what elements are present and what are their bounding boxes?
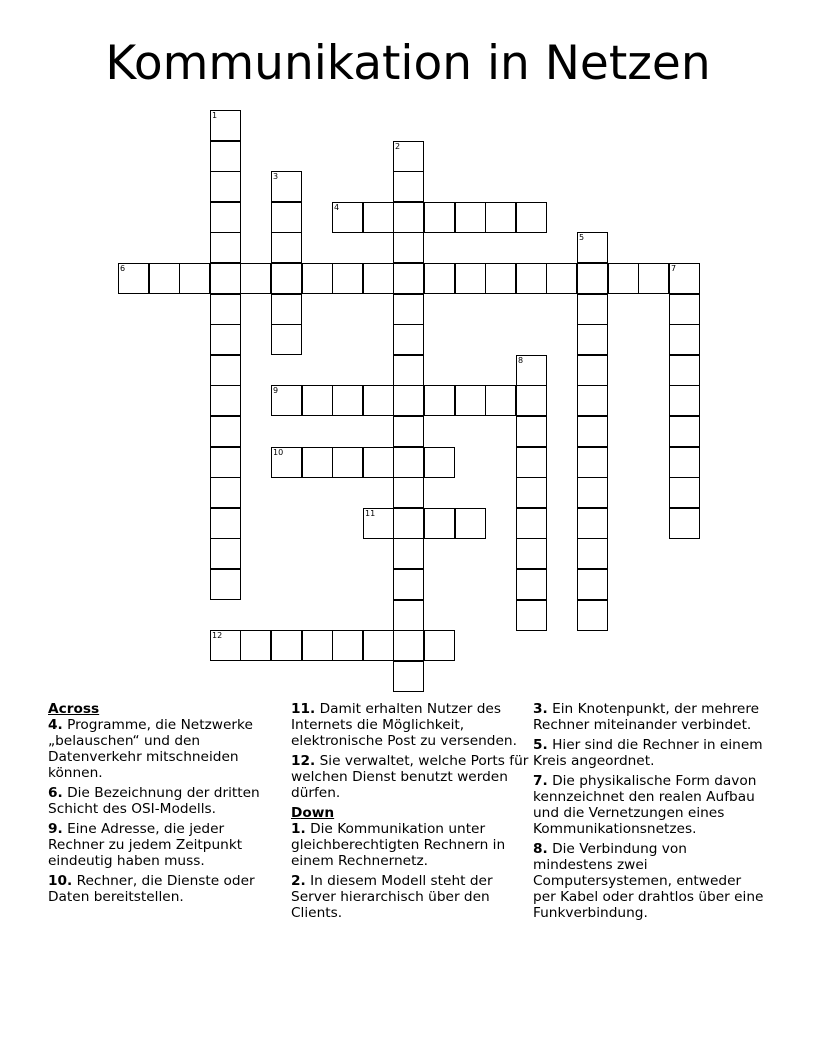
grid-cell[interactable]	[240, 630, 271, 661]
grid-cell[interactable]	[455, 263, 486, 294]
grid-cell[interactable]	[577, 600, 608, 631]
grid-cell[interactable]	[271, 324, 302, 355]
grid-cell[interactable]	[577, 355, 608, 386]
grid-cell[interactable]	[424, 508, 455, 539]
grid-cell[interactable]	[424, 202, 455, 233]
clue-down-7: 7. Die physikalische Form davon kennzeichnet den realen Aufbau und die Vernetzungen eines Kommunikationsnetzes.	[533, 773, 757, 837]
grid-cell[interactable]	[363, 202, 394, 233]
grid-cell[interactable]	[210, 263, 241, 294]
grid-cell[interactable]	[393, 538, 424, 569]
cell-number: 5	[579, 233, 585, 242]
grid-cell[interactable]	[210, 416, 241, 447]
grid-cell[interactable]	[363, 263, 394, 294]
clue-down-3: 3. Ein Knotenpunkt, der mehrere Rechner miteinander verbindet.	[533, 701, 760, 733]
grid-cell[interactable]	[577, 263, 608, 294]
grid-cell[interactable]	[577, 416, 608, 447]
clue-down-2: 2. In diesem Modell steht der Server hierarchisch über den Clients.	[291, 873, 493, 921]
grid-cell[interactable]	[302, 447, 333, 478]
grid-cell[interactable]	[669, 263, 700, 294]
clue-across-11: 11. Damit erhalten Nutzer des Internets die Möglichkeit, elektronische Post zu versenden.	[291, 701, 517, 749]
grid-cell[interactable]	[393, 416, 424, 447]
grid-cell[interactable]	[577, 477, 608, 508]
grid-cell[interactable]	[485, 385, 516, 416]
clues-column-2	[291, 701, 529, 925]
grid-cell[interactable]	[393, 263, 424, 294]
grid-cell[interactable]	[332, 447, 363, 478]
grid-cell[interactable]	[669, 385, 700, 416]
clue-across-6: 6. Die Bezeichnung der dritten Schicht des OSI-Modells.	[48, 785, 260, 817]
grid-cell[interactable]	[455, 385, 486, 416]
grid-cell[interactable]	[210, 569, 241, 600]
grid-cell[interactable]	[271, 171, 302, 202]
grid-cell[interactable]	[210, 508, 241, 539]
grid-cell[interactable]	[577, 232, 608, 263]
grid-cell[interactable]	[393, 661, 424, 692]
grid-cell[interactable]	[516, 600, 547, 631]
cell-number: 11	[365, 509, 376, 518]
grid-cell[interactable]	[577, 569, 608, 600]
clue-across-12: 12. Sie verwaltet, welche Ports für welchen Dienst benutzt werden dürfen.	[291, 753, 529, 801]
grid-cell[interactable]	[363, 630, 394, 661]
grid-cell[interactable]	[271, 385, 302, 416]
grid-cell[interactable]	[332, 385, 363, 416]
grid-cell[interactable]	[516, 569, 547, 600]
grid-cell[interactable]	[210, 324, 241, 355]
grid-cell[interactable]	[393, 477, 424, 508]
grid-cell[interactable]	[638, 263, 669, 294]
grid-cell[interactable]	[516, 263, 547, 294]
grid-cell[interactable]	[669, 508, 700, 539]
grid-cell[interactable]	[210, 294, 241, 325]
grid-cell[interactable]	[271, 447, 302, 478]
grid-cell[interactable]	[577, 508, 608, 539]
grid-cell[interactable]	[210, 232, 241, 263]
grid-cell[interactable]	[210, 477, 241, 508]
grid-cell[interactable]	[393, 294, 424, 325]
grid-cell[interactable]	[393, 447, 424, 478]
grid-cell[interactable]	[455, 508, 486, 539]
grid-cell[interactable]	[302, 385, 333, 416]
clue-down-5: 5. Hier sind die Rechner in einem Kreis angeordnet.	[533, 737, 763, 769]
grid-cell[interactable]	[516, 508, 547, 539]
grid-cell[interactable]	[516, 416, 547, 447]
grid-cell[interactable]	[210, 447, 241, 478]
grid-cell[interactable]	[393, 202, 424, 233]
grid-cell[interactable]	[210, 355, 241, 386]
grid-cell[interactable]	[240, 263, 271, 294]
grid-cell[interactable]	[393, 630, 424, 661]
grid-cell[interactable]	[424, 263, 455, 294]
grid-cell[interactable]	[210, 141, 241, 172]
grid-cell[interactable]	[546, 263, 577, 294]
clues-column-1	[48, 701, 280, 909]
grid-cell[interactable]	[332, 630, 363, 661]
across-heading: Across	[48, 701, 100, 717]
grid-cell[interactable]	[669, 355, 700, 386]
grid-cell[interactable]	[393, 171, 424, 202]
grid-cell[interactable]	[393, 508, 424, 539]
grid-cell[interactable]	[669, 324, 700, 355]
grid-cell[interactable]	[271, 630, 302, 661]
grid-cell[interactable]	[332, 202, 363, 233]
grid-cell[interactable]	[210, 110, 241, 141]
grid-cell[interactable]	[302, 263, 333, 294]
cell-number: 4	[334, 203, 340, 212]
grid-cell[interactable]	[455, 202, 486, 233]
grid-cell[interactable]	[302, 630, 333, 661]
grid-cell[interactable]	[210, 385, 241, 416]
grid-cell[interactable]	[179, 263, 210, 294]
grid-cell[interactable]	[669, 447, 700, 478]
clue-across-10: 10. Rechner, die Dienste oder Daten bereitstellen.	[48, 873, 255, 905]
grid-cell[interactable]	[393, 569, 424, 600]
grid-cell[interactable]	[424, 447, 455, 478]
grid-cell[interactable]	[363, 447, 394, 478]
grid-cell[interactable]	[271, 263, 302, 294]
cell-number: 1	[212, 111, 218, 120]
grid-cell[interactable]	[577, 538, 608, 569]
grid-cell[interactable]	[516, 385, 547, 416]
clue-down-8: 8. Die Verbindung von mindestens zwei Computersystemen, entweder per Kabel oder drahtlos über eine Funkverbindung.	[533, 841, 764, 921]
grid-cell[interactable]	[516, 355, 547, 386]
clue-down-1: 1. Die Kommunikation unter gleichberechtigten Rechnern in einem Rechnernetz.	[291, 821, 506, 869]
grid-cell[interactable]	[577, 324, 608, 355]
grid-cell[interactable]	[516, 447, 547, 478]
cell-number: 2	[395, 142, 401, 151]
cell-number: 9	[273, 386, 279, 395]
cell-number: 7	[671, 264, 677, 273]
grid-cell[interactable]	[516, 538, 547, 569]
grid-cell[interactable]	[332, 263, 363, 294]
grid-cell[interactable]	[210, 538, 241, 569]
grid-cell[interactable]	[424, 385, 455, 416]
grid-cell[interactable]	[363, 385, 394, 416]
grid-cell[interactable]	[210, 202, 241, 233]
grid-cell[interactable]	[608, 263, 639, 294]
clue-across-4: 4. Programme, die Netzwerke „belauschen“ und den Datenverkehr mitschneiden können.	[48, 717, 253, 781]
grid-cell[interactable]	[577, 447, 608, 478]
clues-column-3	[533, 701, 768, 925]
grid-cell[interactable]	[485, 263, 516, 294]
grid-cell[interactable]	[210, 171, 241, 202]
cell-number: 12	[212, 631, 223, 640]
grid-cell[interactable]	[271, 202, 302, 233]
down-heading: Down	[291, 805, 335, 821]
grid-cell[interactable]	[271, 232, 302, 263]
cell-number: 3	[273, 172, 279, 181]
grid-cell[interactable]	[516, 202, 547, 233]
cell-number: 8	[518, 356, 524, 365]
grid-cell[interactable]	[393, 385, 424, 416]
grid-cell[interactable]	[424, 630, 455, 661]
clue-across-9: 9. Eine Adresse, die jeder Rechner zu jedem Zeitpunkt eindeutig haben muss.	[48, 821, 243, 869]
cell-number: 6	[120, 264, 126, 273]
grid-cell[interactable]	[669, 294, 700, 325]
grid-cell[interactable]	[577, 294, 608, 325]
puzzle-title: Kommunikation in Netzen	[105, 36, 711, 91]
grid-cell[interactable]	[118, 263, 149, 294]
grid-cell[interactable]	[393, 232, 424, 263]
grid-cell[interactable]	[363, 508, 394, 539]
grid-cell[interactable]	[393, 355, 424, 386]
grid-cell[interactable]	[271, 294, 302, 325]
grid-cell[interactable]	[393, 324, 424, 355]
grid-cell[interactable]	[516, 477, 547, 508]
cell-number: 10	[273, 448, 284, 457]
grid-cell[interactable]	[669, 477, 700, 508]
grid-cell[interactable]	[393, 141, 424, 172]
grid-cell[interactable]	[210, 630, 241, 661]
grid-cell[interactable]	[393, 600, 424, 631]
grid-cell[interactable]	[149, 263, 180, 294]
grid-cell[interactable]	[485, 202, 516, 233]
grid-cell[interactable]	[577, 385, 608, 416]
grid-cell[interactable]	[669, 416, 700, 447]
